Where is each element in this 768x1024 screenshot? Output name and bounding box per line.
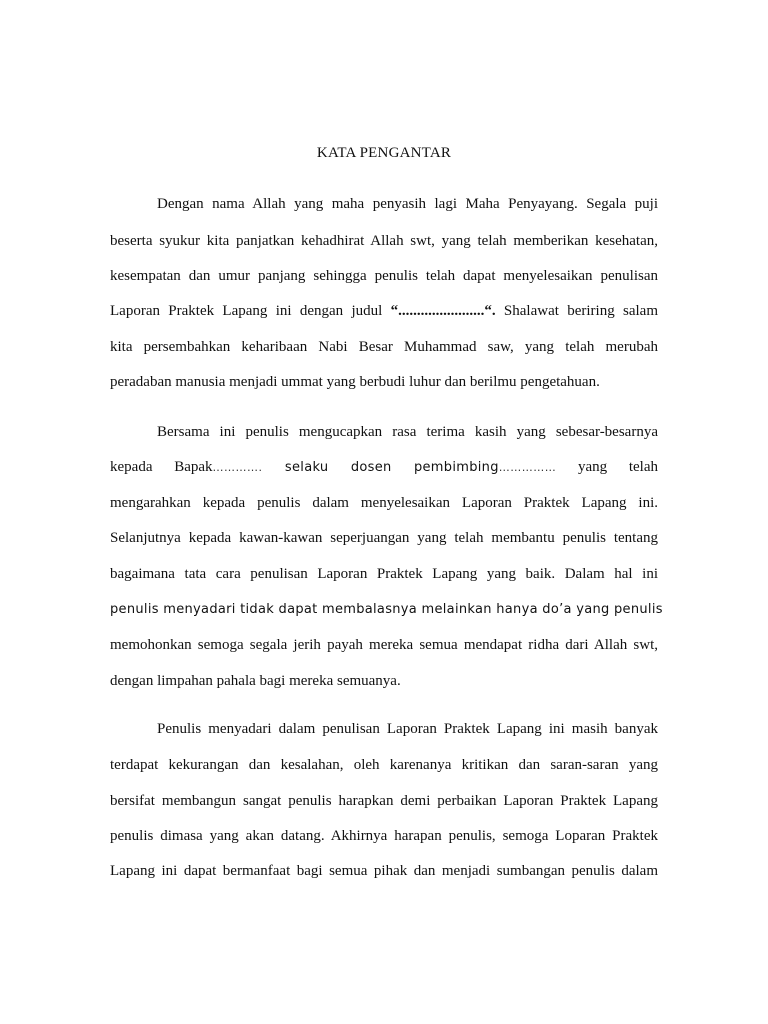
paragraph-2-line-2 <box>110 458 658 477</box>
paragraph-3-line-4: penulis dimasa yang akan datang. Akhirnya harapan penulis, semoga Loparan Praktek <box>110 828 658 844</box>
paragraph-2-line-8: dengan limpahan pahala bagi mereka semuanya. <box>110 673 401 689</box>
paragraph-2-line-2-text-a: kepada Bapak <box>110 459 213 475</box>
paragraph-2-line-1: Bersama ini penulis mengucapkan rasa terima kasih yang sebesar-besarnya <box>157 424 658 440</box>
paragraph-3-line-1: Penulis menyadari dalam penulisan Laporan Praktek Lapang ini masih banyak <box>157 721 658 737</box>
supervisor-name-placeholder: …………. <box>212 461 263 474</box>
paragraph-2-line-6: penulis menyadari tidak dapat membalasnya melainkan hanya do’a yang penulis <box>110 602 663 617</box>
paragraph-3-line-3: bersifat membangun sangat penulis harapkan demi perbaikan Laporan Praktek Lapang <box>110 793 658 809</box>
paragraph-1-line-3: kesempatan dan umur panjang sehingga penulis telah dapat menyelesaikan penulisan <box>110 268 658 284</box>
supervisor-title-placeholder: …………… <box>498 461 557 474</box>
paragraph-2-line-2-text-b: selaku dosen pembimbing <box>262 460 499 475</box>
paragraph-1-line-5: kita persembahkan keharibaan Nabi Besar Muhammad saw, yang telah merubah <box>110 339 658 355</box>
paragraph-2-line-4: Selanjutnya kepada kawan-kawan seperjuangan yang telah membantu penulis tentang <box>110 530 658 546</box>
page-title: KATA PENGANTAR <box>316 145 452 161</box>
paragraph-1-line-1: Dengan nama Allah yang maha penyasih lagi Maha Penyayang. Segala puji <box>157 196 658 212</box>
paragraph-2-line-2-text-c: yang telah <box>556 459 658 475</box>
paragraph-1-line-4-text-a: Laporan Praktek Lapang ini dengan judul <box>110 303 391 319</box>
paragraph-3-line-5: Lapang ini dapat bermanfaat bagi semua pihak dan menjadi sumbangan penulis dalam <box>110 863 658 879</box>
paragraph-1-line-4-text-b: Shalawat beriring salam <box>495 303 658 319</box>
paragraph-1-line-4 <box>110 302 658 320</box>
paragraph-1-line-6: peradaban manusia menjadi ummat yang berbudi luhur dan berilmu pengetahuan. <box>110 374 600 390</box>
paragraph-2-line-7: memohonkan semoga segala jerih payah mereka semua mendapat ridha dari Allah swt, <box>110 637 658 653</box>
paragraph-2-line-3: mengarahkan kepada penulis dalam menyelesaikan Laporan Praktek Lapang ini. <box>110 495 658 511</box>
title-placeholder-quote: “.......................“. <box>390 303 496 319</box>
paragraph-3-line-2: terdapat kekurangan dan kesalahan, oleh karenanya kritikan dan saran-saran yang <box>110 757 658 773</box>
paragraph-1-line-2: beserta syukur kita panjatkan kehadhirat Allah swt, yang telah memberikan kesehatan, <box>110 233 658 249</box>
paragraph-2-line-5: bagaimana tata cara penulisan Laporan Praktek Lapang yang baik. Dalam hal ini <box>110 566 658 582</box>
